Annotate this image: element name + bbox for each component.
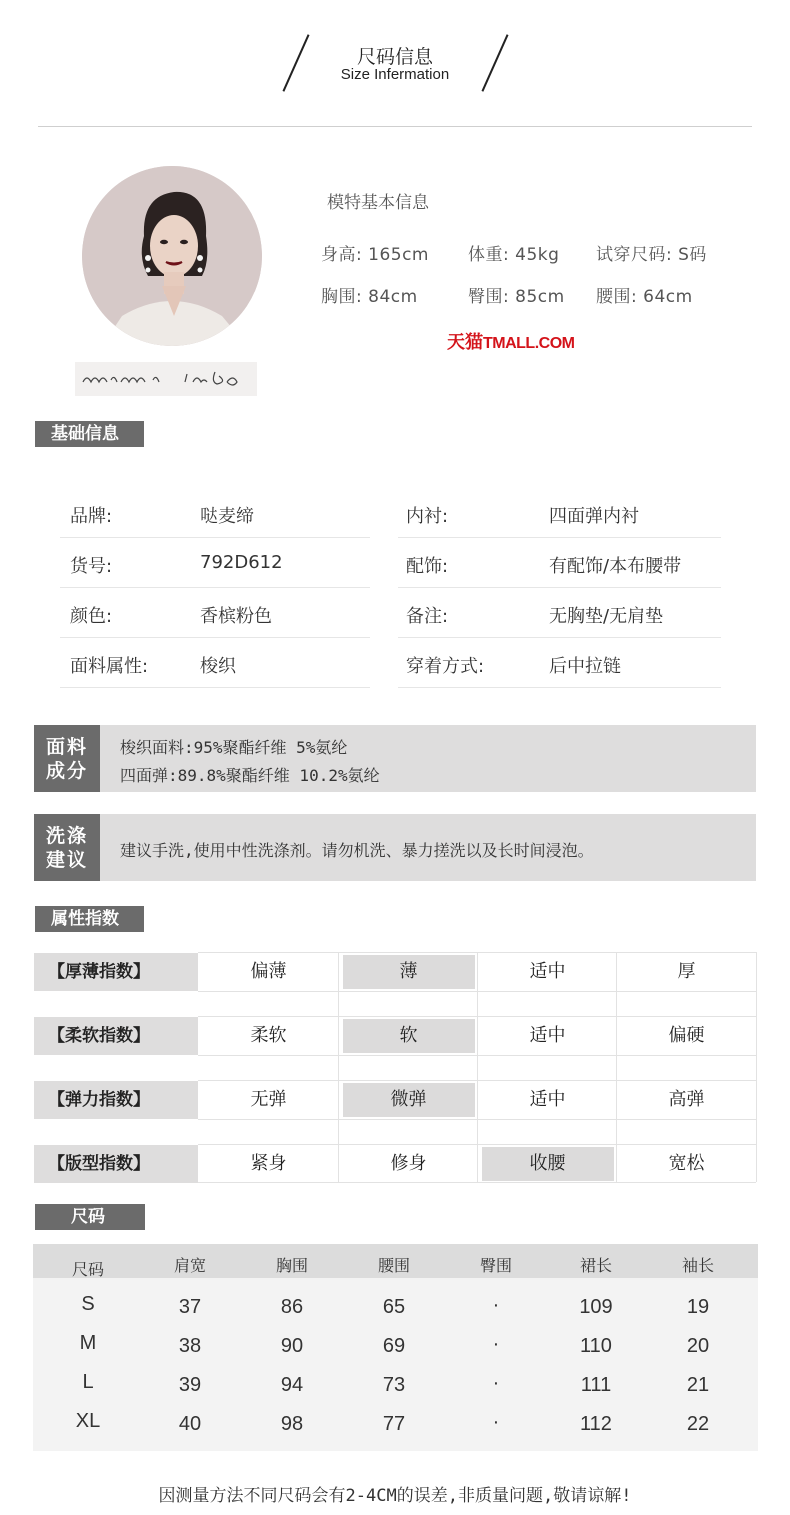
basic-info-label: 货号: xyxy=(70,556,113,577)
attr-label-elasticity: 【弹力指数】 xyxy=(34,1081,198,1119)
model-bust: 胸围: 84cm xyxy=(321,287,418,307)
size-cell: 111 xyxy=(580,1374,612,1396)
signature-script xyxy=(75,362,257,396)
basic-info-item xyxy=(398,538,721,588)
size-cell: · xyxy=(492,1372,500,1394)
basic-info-value: 792D612 xyxy=(200,552,283,573)
basic-info-value: 有配饰/本布腰带 xyxy=(549,556,682,577)
size-cell: 90 xyxy=(280,1335,304,1357)
basic-info-value: 梭织 xyxy=(200,656,236,677)
size-cell: 19 xyxy=(686,1296,710,1318)
model-avatar xyxy=(82,166,262,346)
attr-label-fit: 【版型指数】 xyxy=(34,1145,198,1183)
attr-option: 高弹 xyxy=(668,1089,705,1110)
header-title-cn: 尺码信息 xyxy=(356,46,433,68)
header-title-en: Size Infermation xyxy=(340,66,450,83)
model-hip: 臀围: 85cm xyxy=(468,287,565,307)
measurement-note: 因测量方法不同尺码会有2-4CM的误差,非质量问题,敬请谅解! xyxy=(158,1486,632,1506)
header-divider xyxy=(38,126,752,127)
attr-option: 宽松 xyxy=(668,1153,705,1174)
size-cell: 110 xyxy=(580,1335,612,1357)
attr-option: 偏薄 xyxy=(250,961,287,982)
size-cell: 20 xyxy=(686,1335,710,1357)
basic-info-item xyxy=(60,588,370,638)
attr-option: 柔软 xyxy=(250,1025,287,1046)
signature-image xyxy=(75,362,257,396)
size-cell: · xyxy=(492,1294,500,1316)
basic-info-label: 配饰: xyxy=(406,556,449,577)
tmall-logo: 天猫TMALL.COM xyxy=(447,332,575,353)
basic-info-item xyxy=(398,488,721,538)
basic-info-label: 品牌: xyxy=(70,506,113,527)
basic-info-item xyxy=(398,588,721,638)
size-cell: 69 xyxy=(382,1335,406,1357)
size-cell: XL xyxy=(75,1410,101,1432)
attr-option: 适中 xyxy=(529,1089,566,1110)
attr-option-selected: 软 xyxy=(339,1016,478,1056)
attr-option: 厚 xyxy=(677,961,696,982)
wash-text: 建议手洗,使用中性洗涤剂。请勿机洗、暴力搓洗以及长时间浸泡。 xyxy=(120,841,594,860)
basic-info-item xyxy=(60,538,370,588)
size-cell: 98 xyxy=(280,1413,304,1435)
size-cell: 86 xyxy=(280,1296,304,1318)
size-info-header xyxy=(0,0,790,128)
basic-info-value: 无胸垫/无肩垫 xyxy=(549,606,664,627)
size-cell: 39 xyxy=(178,1374,202,1396)
basic-info-label: 颜色: xyxy=(70,606,113,627)
size-header-cell: 胸围 xyxy=(275,1256,308,1275)
attr-option-selected: 微弹 xyxy=(339,1080,478,1120)
size-cell: S xyxy=(81,1293,95,1315)
size-header-cell: 肩宽 xyxy=(173,1256,206,1275)
model-info-title: 模特基本信息 xyxy=(327,193,429,213)
size-cell: L xyxy=(82,1371,94,1393)
size-header-cell: 裙长 xyxy=(579,1256,612,1275)
attr-option-selected: 收腰 xyxy=(478,1144,617,1184)
basic-info-label: 穿着方式: xyxy=(406,656,485,677)
fabric-label: 面料 成分 xyxy=(34,725,100,792)
attr-option: 紧身 xyxy=(250,1153,287,1174)
size-cell: 73 xyxy=(382,1374,406,1396)
size-table-header xyxy=(33,1244,758,1278)
size-header-cell: 尺码 xyxy=(71,1260,104,1279)
model-photo-illustration xyxy=(82,166,262,346)
attr-option: 修身 xyxy=(390,1153,427,1174)
size-cell: 112 xyxy=(580,1413,612,1435)
size-cell: · xyxy=(492,1411,500,1433)
basic-info-label: 备注: xyxy=(406,606,449,627)
size-cell: 38 xyxy=(178,1335,202,1357)
basic-info-label: 面料属性: xyxy=(70,656,149,677)
wash-label: 洗涤 建议 xyxy=(34,814,100,881)
basic-info-value: 哒麦缔 xyxy=(200,506,254,527)
attr-label-softness: 【柔软指数】 xyxy=(34,1017,198,1055)
fabric-line-1: 梭织面料:95%聚酯纤维 5%氨纶 xyxy=(120,738,348,757)
size-cell: M xyxy=(79,1332,97,1354)
size-cell: 94 xyxy=(280,1374,304,1396)
fabric-line-2: 四面弹:89.8%聚酯纤维 10.2%氨纶 xyxy=(120,766,380,785)
attr-option-selected: 薄 xyxy=(339,952,478,992)
attr-option: 无弹 xyxy=(250,1089,287,1110)
size-cell: 40 xyxy=(178,1413,202,1435)
basic-info-item xyxy=(60,488,370,538)
basic-info-item xyxy=(398,638,721,688)
size-table xyxy=(33,1244,758,1451)
model-height: 身高: 165cm xyxy=(321,245,429,265)
wash-advice-band xyxy=(34,814,756,881)
basic-info-tag: 基础信息 xyxy=(35,421,144,447)
size-tag: 尺码 xyxy=(35,1204,145,1230)
basic-info-label: 内衬: xyxy=(406,506,449,527)
basic-info-value: 后中拉链 xyxy=(549,656,621,677)
basic-info-value: 香槟粉色 xyxy=(200,606,272,627)
model-waist: 腰围: 64cm xyxy=(596,287,693,307)
size-cell: 22 xyxy=(686,1413,710,1435)
size-cell: 65 xyxy=(382,1296,406,1318)
size-header-cell: 袖长 xyxy=(681,1256,714,1275)
size-cell: 77 xyxy=(382,1413,406,1435)
size-cell: 109 xyxy=(579,1296,613,1318)
basic-info-value: 四面弹内衬 xyxy=(549,506,639,527)
attr-option: 适中 xyxy=(529,961,566,982)
size-cell: · xyxy=(492,1333,500,1355)
model-weight: 体重: 45kg xyxy=(468,245,560,265)
attributes-tag: 属性指数 xyxy=(35,906,144,932)
model-try-size: 试穿尺码: S码 xyxy=(596,245,707,265)
size-cell: 37 xyxy=(178,1296,202,1318)
size-cell: 21 xyxy=(686,1374,710,1396)
attr-option: 适中 xyxy=(529,1025,566,1046)
fabric-composition-band xyxy=(34,725,756,792)
size-header-cell: 臀围 xyxy=(479,1256,512,1275)
attr-label-thickness: 【厚薄指数】 xyxy=(34,953,198,991)
size-header-cell: 腰围 xyxy=(377,1256,410,1275)
basic-info-item xyxy=(60,638,370,688)
attr-option: 偏硬 xyxy=(668,1025,705,1046)
